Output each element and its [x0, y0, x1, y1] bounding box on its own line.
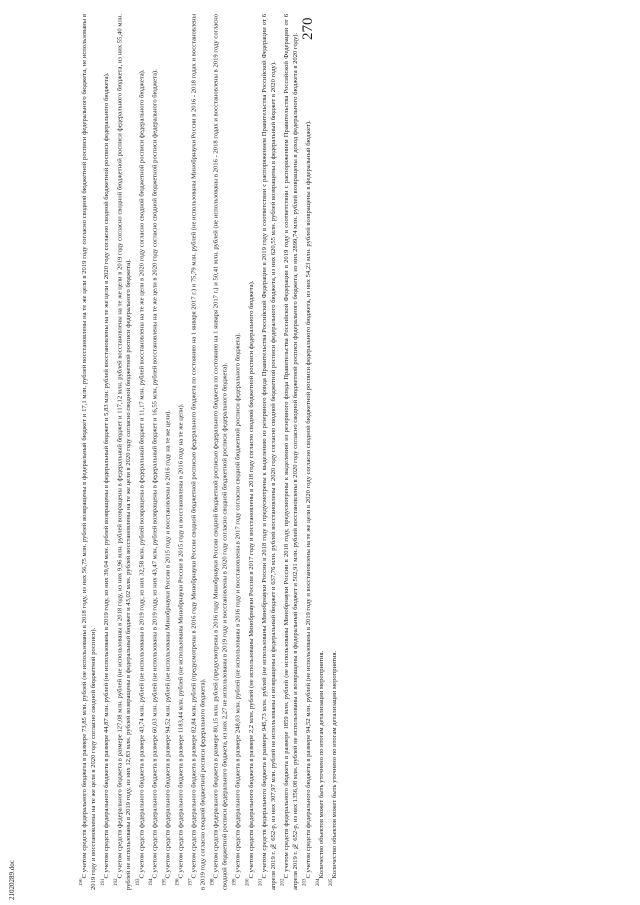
footnote [245, 14, 257, 890]
footnote-number: 193 [136, 878, 142, 886]
footnote-number: 195 [162, 878, 168, 886]
footnote [174, 14, 186, 890]
footnote-number: 204 [315, 878, 321, 886]
footnote [113, 14, 134, 890]
footnote-text: С учетом средств федерального бюджета в размере 1859 млн. рублей (не использованы Минобрнауки России в 2018 году, предусмотрены к выделению из резервного фонда Правительства Российской Федерации в 2019 году в соответствии с распоряжением Правительства Российской Федерации от 6 апреля 2019 г. № 652-р, из них 1356,08 млн. рублей не использованы и возвращены в федеральный бюджет и 502,91 млн. рублей восстановлены в 2020 году согласно сводной бюджетной росписи федерального бюджета, из них 2899,74 млн. рублей возвращены в доход федерального бюджета в 2020 году). [282, 14, 299, 890]
footnote-number: 192 [114, 878, 120, 886]
footer-filename: 21020289.doc [8, 860, 16, 900]
footnote-number: 199 [232, 878, 238, 886]
footnote-text: С учетом средств федерального бюджета в размере 1183,44 млн. рублей (не использованы Минобрнауки России в 2015 году и восстановлены в 2016 году на те же цели). [177, 403, 185, 879]
footnote-number: 197 [188, 878, 194, 886]
footnote [135, 14, 147, 890]
footnote-text: С учетом средств федерального бюджета в размере 80,15 млн. рублей (предусмотрены в 2016 году Минобрнауки России сводной бюджетной росписью федерального бюджета по состоянию на 1 января 2017 г.) и 50,41 млн. рублей (не использованы в 2016 - 2018 годах и восстановлены в 2019 году согласно сводной бюджетной росписи федерального бюджета, из них 2,27 не использованы в 2019 году и восстановлены в 2020 году согласно сводной бюджетной росписи федерального бюджета). [212, 14, 229, 890]
footnote-text: С учетом средств федерального бюджета в размере 945,73 млн. рублей (не использованы Минобрнауки России в 2018 году и предусмотрены к выделению из резервного фонда Правительства Российской Федерации в 2019 году в соответствии с распоряжением Правительства Российской Федерации от 6 апреля 2019 г. № 652-р, из них 307,97 млн. рублей не использованы и возвращены в федеральный бюджет и 637,76 млн. рублей восстановлены в 2020 году согласно сводной бюджетной росписи федерального бюджета, из них 620,55 млн. рублей возвращены в федеральный бюджет в 2020 году). [260, 14, 277, 890]
footnote [209, 14, 230, 890]
footnote [315, 14, 327, 890]
footnote-number: 205 [328, 878, 334, 886]
footnote [302, 14, 314, 890]
footnote [161, 14, 173, 890]
footnote-number: 202 [280, 878, 286, 886]
footnote [231, 14, 243, 890]
footnote [280, 14, 301, 890]
footnote [148, 14, 160, 890]
footnote-text: Количество объектов может быть уточнено по итогам детализации мероприятия. [317, 650, 325, 879]
footnote [78, 14, 99, 890]
footnote-number: 191 [101, 878, 106, 886]
footnote [328, 14, 340, 890]
footnote-text: С учетом средств федерального бюджета в размере 44,87 млн. рублей (не использованы в 2019 году, из них 39,04 млн. рублей возвращены в федеральный бюджет и 5,83 млн. рублей восстановлены на те же цели в 2020 году согласно сводной бюджетной росписи федерального бюджета). [103, 72, 111, 879]
footnote-text: С учетом средств федерального бюджета в размере 60,03 млн. рублей (не использованы в 2019 году, из них 43,47 млн. рублей возвращены в федеральный бюджет и 16,55 млн. рублей восстановлены на те же цели в 2020 году согласно сводной бюджетной росписи федерального бюджета). [151, 69, 159, 879]
footnote [100, 14, 112, 890]
footnote [187, 14, 208, 890]
footnote-text: Количество объектов может быть уточнено по итогам детализации мероприятия. [331, 650, 339, 879]
page-number: 270 [300, 17, 316, 41]
footnotes-block [78, 14, 578, 890]
footnote-number: 201 [258, 878, 264, 886]
footnote-number: 198 [210, 878, 216, 886]
footnote-text: С учетом средств федерального бюджета в размере 2,2 млн. рублей (не использованы Минобрнауки России в 2017 году и восстановлены в 2018 году согласно сводной бюджетной росписи федерального бюджета). [247, 280, 255, 879]
footnote-number: 190 [79, 878, 84, 886]
footnote-text: С учетом средств федерального бюджета в размере 94,52 млн. рублей (не использованы в 2019 году и восстановлены на те же цели в 2020 году согласно сводной бюджетной росписи федерального бюджета, из них 54,23 млн. рублей возвращены в федеральный бюджет). [304, 120, 312, 879]
footnote-number: 194 [149, 878, 155, 886]
footnote-number: 200 [245, 878, 251, 886]
footnote-text: С учетом средств федерального бюджета в размере 94,52 млн. рублей (не использованы Минобрнауки России в 2015 году и восстановлены в 2016 году на те же цели). [164, 410, 172, 879]
footnote-text: С учетом средств федерального бюджета в размере 127,08 млн. рублей (не использованы в 2018 году, из них 9,96 млн. рублей возвращены в федеральный бюджет и 117,12 млн. рублей восстановлены на те же цели в 2019 году согласно сводной бюджетной росписи федерального бюджета, из них 55,40 млн. рублей не использованы в 2019 году, из них 12,83 млн. рублей возвращены в федеральный бюджет и 43,02 млн. рублей восстановлены на те же цели в 2020 году согласно сводной бюджетной росписи федерального бюджета). [116, 14, 133, 890]
footnote-text: С учетом средств федерального бюджета в размере 82,84 млн. рублей (предусмотрены в 2016 году Минобрнауки России сводной бюджетной росписью федерального бюджета по состоянию на 1 января 2017 г.) и 75,79 млн. рублей (не использованы Минобрнауки России в 2016 - 2018 годах и восстановлены в 2019 году согласно сводной бюджетной росписи федерального бюджета). [190, 14, 207, 890]
footnote-text: С учетом средств федерального бюджета в размере 43,74 млн. рублей (не использованы в 2019 году, из них 32,58 млн. рублей возвращены в федеральный бюджет и 11,17 млн. рублей восстановлены на те же цели в 2020 году согласно сводной бюджетной росписи федерального бюджета). [138, 69, 146, 879]
footnote [258, 14, 279, 890]
footnote-text: С учетом средств федерального бюджета в размере 248,03 млн. рублей (не использованы в 2016 году и восстановлены в 2017 году согласно сводной бюджетной росписи федерального бюджета). [234, 332, 242, 879]
footnote-text: С учетом средств федерального бюджета в размере 73,85 млн. рублей (не использованы в 2018 году, из них 56,75 млн. рублей возвращены в федеральный бюджет и 17,1 млн. рублей восстановлены на те же цели в 2019 году согласно сводной бюджетной росписи федерального бюджета, не использованы в 2019 году и восстановлены на те же цели в 2020 году согласно сводной бюджетной росписи). [81, 14, 98, 890]
footnote-number: 196 [175, 878, 181, 886]
footnote-number: 203 [302, 878, 308, 886]
